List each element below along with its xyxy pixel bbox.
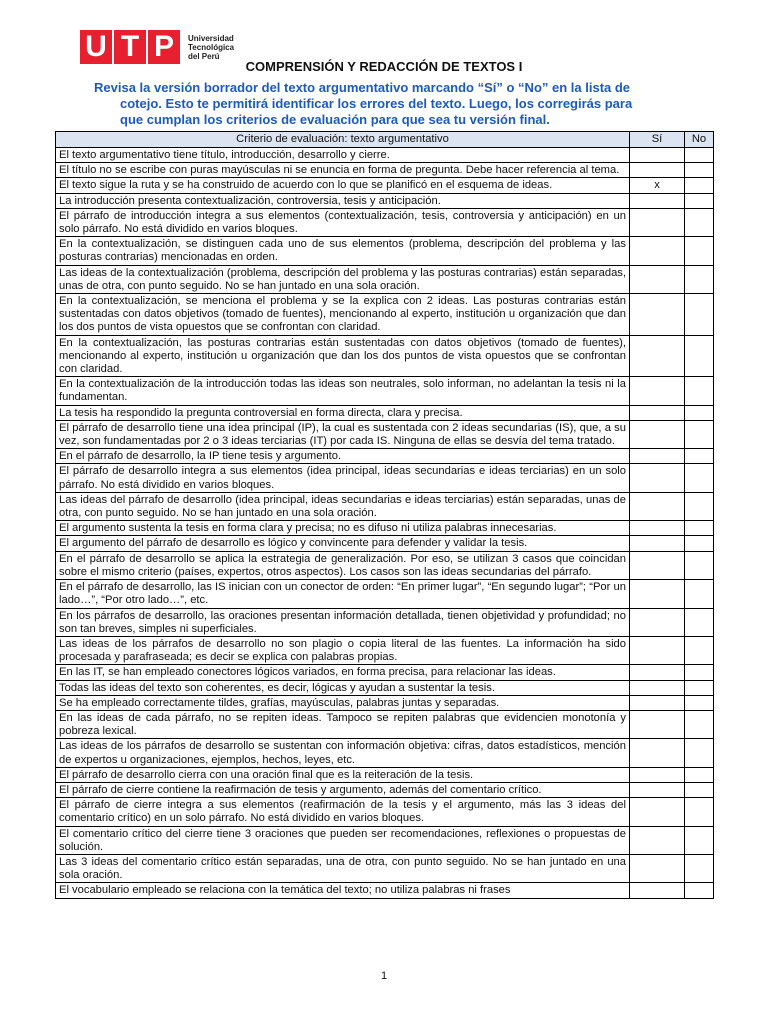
no-cell[interactable] (685, 710, 714, 738)
criterion-cell: Todas las ideas del texto son coherentes, es decir, lógicas y ayudan a sustentar la tesis. (56, 680, 630, 695)
instructions: Revisa la versión borrador del texto argumentativo marcando “Sí” o “No” en la lista de cotejo. Esto te permitirá identificar los errores del texto. Luego, los corregirás para que cumplan los criterios de evaluación para que sea tu versión final. (94, 80, 633, 127)
criterion-cell: En la contextualización, se distinguen cada uno de sus elementos (problema, descripción del problema y las posturas contrarias) mencionadas en orden. (56, 237, 630, 265)
yes-cell[interactable] (630, 695, 685, 710)
no-cell[interactable] (685, 680, 714, 695)
no-cell[interactable] (685, 536, 714, 551)
header-yes: Sí (630, 132, 685, 148)
table-row (56, 420, 714, 448)
table-row (56, 739, 714, 767)
logo-text-line: del Perú (188, 51, 220, 61)
criterion-cell: Las 3 ideas del comentario crítico están separadas, una de otra, con punto seguido. No se han juntado en una sola oración. (56, 854, 630, 882)
yes-cell[interactable] (630, 208, 685, 236)
table-row (56, 377, 714, 405)
table-row (56, 551, 714, 579)
yes-cell[interactable] (630, 636, 685, 664)
table-row (56, 883, 714, 898)
yes-cell[interactable] (630, 492, 685, 520)
table-row (56, 492, 714, 520)
yes-cell[interactable] (630, 237, 685, 265)
yes-cell[interactable] (630, 782, 685, 797)
yes-cell[interactable] (630, 665, 685, 680)
no-cell[interactable] (685, 294, 714, 336)
criterion-cell: El título no se escribe con puras mayúsculas ni se enuncia en forma de pregunta. Debe hacer referencia al tema. (56, 163, 630, 178)
no-cell[interactable] (685, 551, 714, 579)
no-cell[interactable] (685, 178, 714, 193)
table-row (56, 294, 714, 336)
criterion-cell: En las ideas de cada párrafo, no se repiten ideas. Tampoco se repiten palabras que evidencien monotonía y pobreza lexical. (56, 710, 630, 738)
yes-cell[interactable] (630, 680, 685, 695)
yes-cell[interactable] (630, 767, 685, 782)
no-cell[interactable] (685, 798, 714, 826)
criterion-cell: En los párrafos de desarrollo, las oraciones presentan información detallada, tienen objetividad y profundidad; no son tan breves, simples ni superficiales. (56, 608, 630, 636)
criterion-cell: El párrafo de desarrollo tiene una idea principal (IP), la cual es sustentada con 2 ideas secundarias (IS), que, a su vez, son fundamentadas por 2 o 3 ideas terciarias (IT) por cada IS. Ninguna de ellas se desvía del tema tratado. (56, 420, 630, 448)
criterion-cell: El texto argumentativo tiene título, introducción, desarrollo y cierre. (56, 148, 630, 163)
table-row (56, 208, 714, 236)
table-header-row (56, 132, 714, 148)
no-cell[interactable] (685, 580, 714, 608)
yes-cell[interactable] (630, 710, 685, 738)
criterion-cell: En el párrafo de desarrollo se aplica la estrategia de generalización. Por eso, se utilizan 3 casos que coincidan sobre el mismo criterio (países, expertos, otros aspectos). Los casos son las ideas secundarias del párrafo. (56, 551, 630, 579)
logo-text-line: Universidad (188, 33, 234, 43)
criterion-cell: El argumento del párrafo de desarrollo es lógico y convincente para defender y validar la tesis. (56, 536, 630, 551)
criterion-cell: El argumento sustenta la tesis en forma clara y precisa; no es difuso ni utiliza palabras innecesarias. (56, 521, 630, 536)
table-row (56, 405, 714, 420)
criterion-cell: En las IT, se han empleado conectores lógicos variados, en forma precisa, para relacionar las ideas. (56, 665, 630, 680)
criterion-cell: El vocabulario empleado se relaciona con la temática del texto; no utiliza palabras ni frases (56, 883, 630, 898)
table-row (56, 767, 714, 782)
table-row (56, 335, 714, 377)
yes-cell[interactable] (630, 608, 685, 636)
table-row (56, 148, 714, 163)
table-row (56, 695, 714, 710)
logo-letter-t: T (114, 30, 146, 64)
checklist-table (55, 131, 714, 899)
no-cell[interactable] (685, 464, 714, 492)
no-cell[interactable] (685, 377, 714, 405)
yes-cell[interactable] (630, 798, 685, 826)
criterion-cell: En la contextualización, las posturas contrarias están sustentadas con datos objetivos (tomado de fuentes), mencionando al experto, institución u organización que dan los dos puntos de vista opuestos que se confrontan con claridad. (56, 335, 630, 377)
criterion-cell: El comentario crítico del cierre tiene 3 oraciones que pueden ser recomendaciones, reflexiones o propuestas de solución. (56, 826, 630, 854)
yes-cell[interactable] (630, 405, 685, 420)
table-row (56, 580, 714, 608)
table-row (56, 193, 714, 208)
criterion-cell: El párrafo de desarrollo cierra con una oración final que es la reiteración de la tesis. (56, 767, 630, 782)
header-criterion: Criterio de evaluación: texto argumentativo (56, 132, 630, 148)
yes-cell[interactable] (630, 854, 685, 882)
criterion-cell: Las ideas de la contextualización (problema, descripción del problema y las posturas contrarias) están separadas, unas de otra, con punto seguido. No se han juntado en una sola oración. (56, 265, 630, 293)
criterion-cell: Se ha empleado correctamente tildes, grafías, mayúsculas, palabras juntas y separadas. (56, 695, 630, 710)
yes-cell[interactable] (630, 335, 685, 377)
yes-cell[interactable] (630, 883, 685, 898)
table-row (56, 265, 714, 293)
no-cell[interactable] (685, 767, 714, 782)
no-cell[interactable] (685, 782, 714, 797)
no-cell[interactable] (685, 237, 714, 265)
criterion-cell: Las ideas de los párrafos de desarrollo no son plagio o copia literal de las fuentes. La información ha sido procesada y parafraseada; es decir se explica con palabras propias. (56, 636, 630, 664)
no-cell[interactable] (685, 521, 714, 536)
logo-letter-u: U (80, 30, 112, 64)
criterion-cell: En el párrafo de desarrollo, las IS inician con un conector de orden: “En primer lugar”, “En segundo lugar”; “Por un lado…”, “Por otro lado…”, etc. (56, 580, 630, 608)
yes-cell[interactable] (630, 521, 685, 536)
no-cell[interactable] (685, 492, 714, 520)
no-cell[interactable] (685, 193, 714, 208)
criterion-cell: En el párrafo de desarrollo, la IP tiene tesis y argumento. (56, 449, 630, 464)
yes-cell[interactable] (630, 265, 685, 293)
criterion-cell: La introducción presenta contextualización, controversia, tesis y anticipación. (56, 193, 630, 208)
document-title: COMPRENSIÓN Y REDACCIÓN DE TEXTOS I (245, 59, 523, 74)
logo-text-line: Tecnológica (188, 42, 235, 52)
table-row (56, 636, 714, 664)
header-no: No (685, 132, 714, 148)
criterion-cell: El texto sigue la ruta y se ha construido de acuerdo con lo que se planificó en el esquema de ideas. (56, 178, 630, 193)
criterion-cell: Las ideas de los párrafos de desarrollo se sustentan con información objetiva: cifras, datos estadísticos, mención de expertos u organizaciones, ejemplos, hechos, leyes, etc. (56, 739, 630, 767)
no-cell[interactable] (685, 854, 714, 882)
yes-cell[interactable] (630, 163, 685, 178)
table-row (56, 536, 714, 551)
no-cell[interactable] (685, 208, 714, 236)
yes-cell[interactable] (630, 536, 685, 551)
yes-cell[interactable] (630, 739, 685, 767)
table-row (56, 163, 714, 178)
no-cell[interactable] (685, 739, 714, 767)
logo-letter-p: P (148, 30, 180, 64)
yes-cell[interactable]: x (630, 178, 685, 193)
table-row (56, 680, 714, 695)
table-row (56, 826, 714, 854)
no-cell[interactable] (685, 163, 714, 178)
yes-cell[interactable] (630, 580, 685, 608)
table-row (56, 521, 714, 536)
table-row (56, 449, 714, 464)
no-cell[interactable] (685, 826, 714, 854)
criterion-cell: En la contextualización, se menciona el problema y se la explica con 2 ideas. Las posturas contrarias están sustentadas con datos objetivos (tomado de fuentes), mencionando al experto, institución u organización que dan los dos puntos de vista opuestos que se confrontan con claridad. (56, 294, 630, 336)
no-cell[interactable] (685, 665, 714, 680)
logo-text (188, 34, 234, 61)
table-row (56, 782, 714, 797)
criterion-cell: El párrafo de cierre integra a sus elementos (reafirmación de la tesis y el argumento, más las 3 ideas del comentario crítico) en un solo párrafo. No está dividido en varios bloques. (56, 798, 630, 826)
yes-cell[interactable] (630, 193, 685, 208)
table-row (56, 665, 714, 680)
page-number: 1 (380, 970, 388, 982)
table-row (56, 798, 714, 826)
no-cell[interactable] (685, 695, 714, 710)
yes-cell[interactable] (630, 551, 685, 579)
yes-cell[interactable] (630, 464, 685, 492)
yes-cell[interactable] (630, 826, 685, 854)
table-row (56, 608, 714, 636)
no-cell[interactable] (685, 420, 714, 448)
criterion-cell: El párrafo de desarrollo integra a sus elementos (idea principal, ideas secundarias e ideas terciarias) en un solo párrafo. No está dividido en varios bloques. (56, 464, 630, 492)
no-cell[interactable] (685, 148, 714, 163)
table-row (56, 854, 714, 882)
yes-cell[interactable] (630, 449, 685, 464)
yes-cell[interactable] (630, 148, 685, 163)
no-cell[interactable] (685, 608, 714, 636)
table-row (56, 178, 714, 193)
yes-cell[interactable] (630, 294, 685, 336)
no-cell[interactable] (685, 636, 714, 664)
no-cell[interactable] (685, 265, 714, 293)
yes-cell[interactable] (630, 377, 685, 405)
table-row (56, 237, 714, 265)
criterion-cell: Las ideas del párrafo de desarrollo (idea principal, ideas secundarias e ideas terciarias) están separadas, unas de otra, con punto seguido. No se han juntado en una sola oración. (56, 492, 630, 520)
yes-cell[interactable] (630, 420, 685, 448)
criterion-cell: El párrafo de cierre contiene la reafirmación de tesis y argumento, además del comentario crítico. (56, 782, 630, 797)
criterion-cell: El párrafo de introducción integra a sus elementos (contextualización, tesis, controversia y anticipación) en un solo párrafo. No está dividido en varios bloques. (56, 208, 630, 236)
no-cell[interactable] (685, 883, 714, 898)
table-row (56, 710, 714, 738)
table-row (56, 464, 714, 492)
no-cell[interactable] (685, 335, 714, 377)
no-cell[interactable] (685, 449, 714, 464)
no-cell[interactable] (685, 405, 714, 420)
criterion-cell: La tesis ha respondido la pregunta controversial en forma directa, clara y precisa. (56, 405, 630, 420)
criterion-cell: En la contextualización de la introducción todas las ideas son neutrales, solo informan, no adelantan la tesis ni la fundamentan. (56, 377, 630, 405)
